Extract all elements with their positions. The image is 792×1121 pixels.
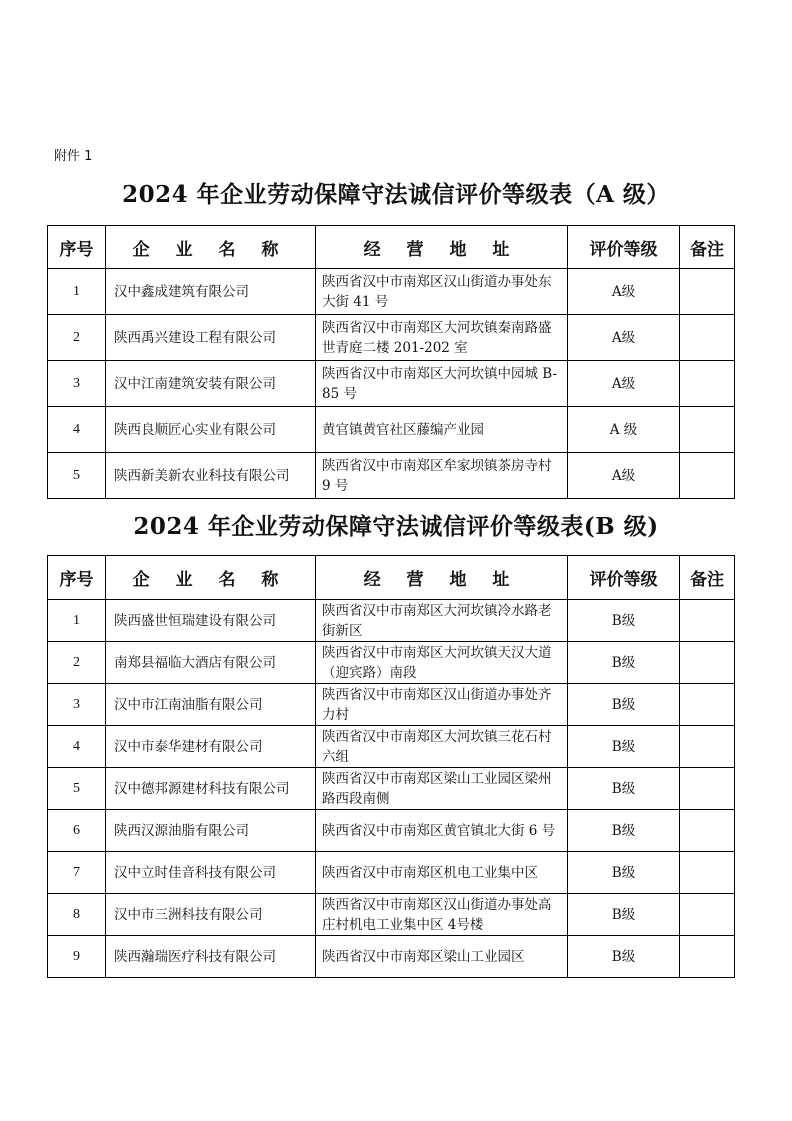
company-name-cell: 汉中市泰华建材有限公司 (106, 726, 316, 768)
table-row (48, 894, 735, 936)
table-b-title: 2024 年企业劳动保障守法诚信评价等级表(B 级) (133, 513, 659, 540)
table-row (48, 453, 735, 499)
row-number: 4 (48, 726, 106, 768)
header-company-name: 企 业 名 称 (106, 556, 316, 600)
company-name-cell: 陕西盛世恒瑞建设有限公司 (106, 600, 316, 642)
table-row (48, 768, 735, 810)
grade-cell: B级 (568, 810, 680, 852)
table-header-row (48, 556, 735, 600)
grade-cell: B级 (568, 894, 680, 936)
header-grade: 评价等级 (568, 226, 680, 269)
table-row (48, 361, 735, 407)
grade-cell: B级 (568, 936, 680, 978)
company-name-cell: 陕西禹兴建设工程有限公司 (106, 315, 316, 361)
attachment-label: 附件 1 (54, 149, 93, 164)
address-cell: 陕西省汉中市南郑区汉山街道办事处东大街 41 号 (316, 269, 568, 315)
address-cell: 陕西省汉中市南郑区梁山工业园区梁州路西段南侧 (316, 768, 568, 810)
grade-a-table (47, 225, 735, 499)
company-name-cell: 汉中德邦源建材科技有限公司 (106, 768, 316, 810)
note-cell (680, 642, 735, 684)
grade-cell: B级 (568, 726, 680, 768)
row-number: 4 (48, 407, 106, 453)
header-company-name: 企 业 名 称 (106, 226, 316, 269)
row-number: 2 (48, 642, 106, 684)
row-number: 5 (48, 768, 106, 810)
table-row (48, 726, 735, 768)
grade-cell: A级 (568, 315, 680, 361)
note-cell (680, 361, 735, 407)
table-row (48, 642, 735, 684)
row-number: 1 (48, 269, 106, 315)
table-row (48, 852, 735, 894)
note-cell (680, 810, 735, 852)
company-name-cell: 陕西汉源油脂有限公司 (106, 810, 316, 852)
table-row (48, 936, 735, 978)
address-cell: 陕西省汉中市南郑区大河坎镇秦南路盛世青庭二楼 201-202 室 (316, 315, 568, 361)
table-row (48, 810, 735, 852)
address-cell: 陕西省汉中市南郑区大河坎镇天汉大道（迎宾路）南段 (316, 642, 568, 684)
company-name-cell: 汉中江南建筑安装有限公司 (106, 361, 316, 407)
header-number: 序号 (48, 226, 106, 269)
grade-cell: A 级 (568, 407, 680, 453)
company-name-cell: 汉中市三洲科技有限公司 (106, 894, 316, 936)
note-cell (680, 726, 735, 768)
table-row (48, 269, 735, 315)
note-cell (680, 269, 735, 315)
grade-cell: B级 (568, 852, 680, 894)
header-note: 备注 (680, 226, 735, 269)
grade-cell: A级 (568, 453, 680, 499)
grade-cell: B级 (568, 600, 680, 642)
grade-cell: A级 (568, 361, 680, 407)
table-a-title: 2024 年企业劳动保障守法诚信评价等级表（A 级） (122, 181, 670, 208)
company-name-cell: 汉中市江南油脂有限公司 (106, 684, 316, 726)
note-cell (680, 315, 735, 361)
header-address: 经 营 地 址 (316, 556, 568, 600)
company-name-cell: 陕西瀚瑞医疗科技有限公司 (106, 936, 316, 978)
header-address: 经 营 地 址 (316, 226, 568, 269)
note-cell (680, 453, 735, 499)
note-cell (680, 600, 735, 642)
grade-cell: B级 (568, 684, 680, 726)
address-cell: 黄官镇黄官社区藤编产业园 (316, 407, 568, 453)
address-cell: 陕西省汉中市南郑区汉山街道办事处齐力村 (316, 684, 568, 726)
row-number: 7 (48, 852, 106, 894)
header-number: 序号 (48, 556, 106, 600)
address-cell: 陕西省汉中市南郑区牟家坝镇茶房寺村 9 号 (316, 453, 568, 499)
address-cell: 陕西省汉中市南郑区机电工业集中区 (316, 852, 568, 894)
table-row (48, 684, 735, 726)
company-name-cell: 汉中鑫成建筑有限公司 (106, 269, 316, 315)
company-name-cell: 汉中立时佳音科技有限公司 (106, 852, 316, 894)
company-name-cell: 陕西良顺匠心实业有限公司 (106, 407, 316, 453)
grade-cell: A级 (568, 269, 680, 315)
note-cell (680, 936, 735, 978)
address-cell: 陕西省汉中市南郑区大河坎镇冷水路老街新区 (316, 600, 568, 642)
table-row (48, 315, 735, 361)
grade-b-table (47, 555, 735, 978)
note-cell (680, 852, 735, 894)
row-number: 9 (48, 936, 106, 978)
address-cell: 陕西省汉中市南郑区梁山工业园区 (316, 936, 568, 978)
row-number: 2 (48, 315, 106, 361)
table-row (48, 600, 735, 642)
grade-cell: B级 (568, 768, 680, 810)
note-cell (680, 407, 735, 453)
row-number: 5 (48, 453, 106, 499)
address-cell: 陕西省汉中市南郑区大河坎镇中园城 B-85 号 (316, 361, 568, 407)
row-number: 1 (48, 600, 106, 642)
company-name-cell: 南郑县福临大酒店有限公司 (106, 642, 316, 684)
grade-cell: B级 (568, 642, 680, 684)
note-cell (680, 768, 735, 810)
note-cell (680, 894, 735, 936)
header-grade: 评价等级 (568, 556, 680, 600)
company-name-cell: 陕西新美新农业科技有限公司 (106, 453, 316, 499)
address-cell: 陕西省汉中市南郑区大河坎镇三花石村六组 (316, 726, 568, 768)
note-cell (680, 684, 735, 726)
row-number: 6 (48, 810, 106, 852)
row-number: 3 (48, 361, 106, 407)
address-cell: 陕西省汉中市南郑区汉山街道办事处高庄村机电工业集中区 4号楼 (316, 894, 568, 936)
row-number: 8 (48, 894, 106, 936)
header-note: 备注 (680, 556, 735, 600)
address-cell: 陕西省汉中市南郑区黄官镇北大街 6 号 (316, 810, 568, 852)
table-header-row (48, 226, 735, 269)
table-row (48, 407, 735, 453)
row-number: 3 (48, 684, 106, 726)
